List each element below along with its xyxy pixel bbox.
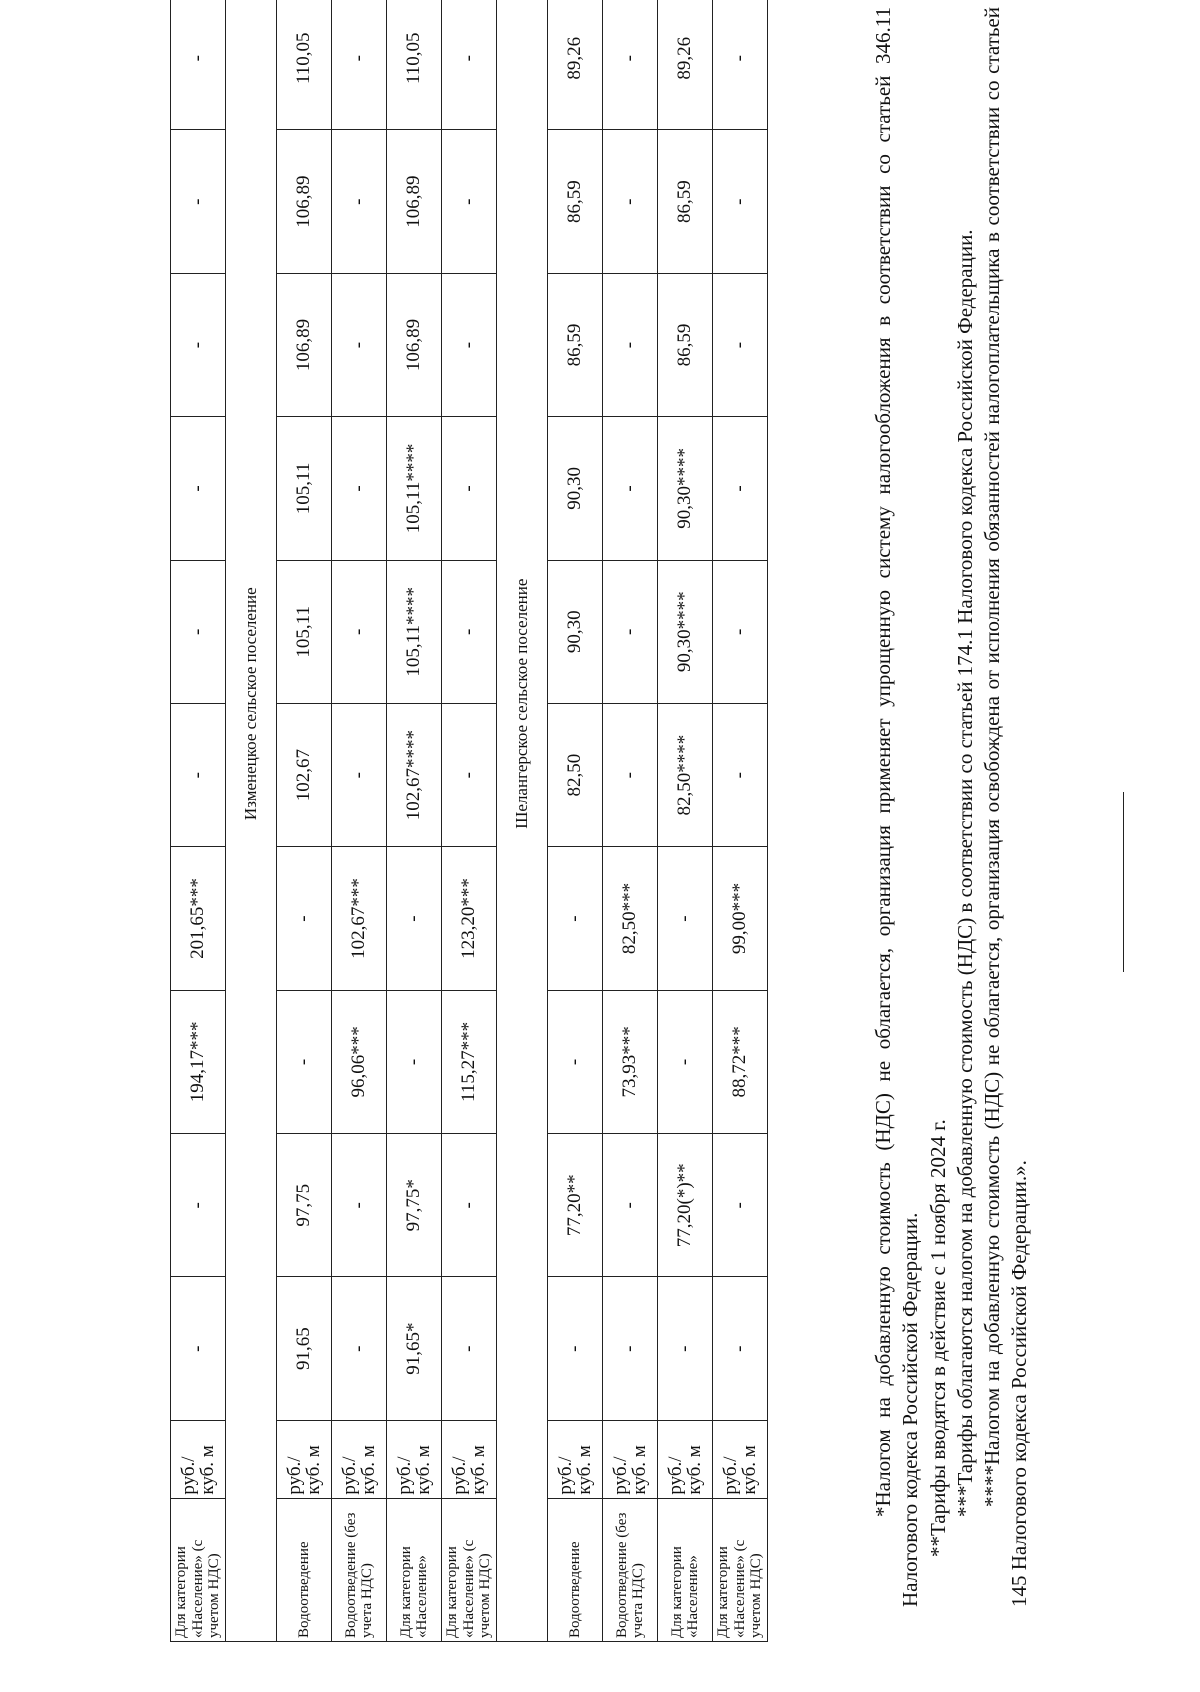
tariff-value-cell: -: [548, 847, 603, 990]
tariff-value-cell: -: [603, 703, 658, 846]
tariff-value-cell: 82,50***: [603, 847, 658, 990]
section-title: Шелангерское сельское поселение: [497, 0, 548, 1420]
table-row: [658, 0, 713, 1642]
tariff-value-cell: -: [171, 0, 226, 130]
tariff-value-cell: 194,17***: [171, 990, 226, 1133]
tariff-table: [170, 0, 768, 1642]
tariff-value-cell: -: [603, 417, 658, 560]
tariff-value-cell: -: [713, 1134, 768, 1277]
section-title: Изменецкое сельское поселение: [226, 0, 277, 1420]
section-blank-cell: [226, 1420, 277, 1641]
tariff-value-cell: -: [332, 1277, 387, 1420]
row-label: Для категории «Население» (с учетом НДС): [442, 1498, 497, 1641]
row-unit: руб./ куб. м: [171, 1420, 226, 1498]
section-row: [226, 0, 277, 1642]
tariff-value-cell: 201,65***: [171, 847, 226, 990]
tariff-value-cell: -: [277, 847, 332, 990]
tariff-value-cell: -: [658, 847, 713, 990]
table-row: [713, 0, 768, 1642]
tariff-value-cell: -: [603, 560, 658, 703]
tariff-value-cell: -: [332, 1134, 387, 1277]
tariff-value-cell: -: [713, 1277, 768, 1420]
row-label: Для категории «Население»: [387, 1498, 442, 1641]
tariff-value-cell: -: [332, 130, 387, 273]
footnotes: [870, 7, 1034, 1607]
tariff-value-cell: -: [332, 703, 387, 846]
tariff-value-cell: -: [442, 130, 497, 273]
row-unit: руб./ куб. м: [548, 1420, 603, 1498]
section-blank-cell: [497, 1420, 548, 1641]
footnote-4: ****Налогом на добавленную стоимость (НДС) не облагается, организация освобождена от исполнения обязанностей налогоплательщика в соответствии со статьей 145 Налогового кодекса Российской Федерации.».: [980, 7, 1032, 1607]
tariff-value-cell: 88,72***: [713, 990, 768, 1133]
tariff-value-cell: -: [332, 273, 387, 416]
tariff-value-cell: -: [171, 1277, 226, 1420]
footnote-1: *Налогом на добавленную стоимость (НДС) не облагается, организация применяет упрощенную систему налогообложения в соответствии со статьей 346.11 Налогового кодекса Российской Федерации.: [871, 7, 923, 1607]
tariff-value-cell: 86,59: [548, 130, 603, 273]
tariff-value-cell: -: [442, 1277, 497, 1420]
row-label: Водоотведение (без учета НДС): [332, 1498, 387, 1641]
table-row: [548, 0, 603, 1642]
tariff-value-cell: -: [171, 1134, 226, 1277]
tariff-value-cell: 97,75: [277, 1134, 332, 1277]
tariff-value-cell: 86,59: [548, 273, 603, 416]
table-row: [387, 0, 442, 1642]
tariff-value-cell: 105,11: [277, 560, 332, 703]
tariff-value-cell: -: [713, 0, 768, 130]
tariff-value-cell: -: [171, 273, 226, 416]
tariff-value-cell: 86,59: [658, 273, 713, 416]
tariff-value-cell: -: [442, 560, 497, 703]
tariff-value-cell: -: [713, 273, 768, 416]
tariff-value-cell: 77,20**: [548, 1134, 603, 1277]
tariff-value-cell: -: [603, 273, 658, 416]
tariff-value-cell: 82,50****: [658, 703, 713, 846]
tariff-value-cell: 115,27***: [442, 990, 497, 1133]
tariff-value-cell: 89,26: [658, 0, 713, 130]
tariff-value-cell: 86,59: [658, 130, 713, 273]
tariff-value-cell: 77,20(*)**: [658, 1134, 713, 1277]
tariff-value-cell: -: [171, 560, 226, 703]
tariff-value-cell: 82,50: [548, 703, 603, 846]
row-label: Водоотведение: [277, 1498, 332, 1641]
tariff-value-cell: 123,20***: [442, 847, 497, 990]
row-unit: руб./ куб. м: [603, 1420, 658, 1498]
tariff-value-cell: 106,89: [277, 273, 332, 416]
tariff-value-cell: -: [442, 417, 497, 560]
tariff-value-cell: -: [442, 1134, 497, 1277]
tariff-value-cell: 105,11****: [387, 560, 442, 703]
tariff-value-cell: 106,89: [387, 130, 442, 273]
tariff-value-cell: -: [387, 847, 442, 990]
tariff-value-cell: 105,11****: [387, 417, 442, 560]
tariff-value-cell: -: [713, 130, 768, 273]
tariff-value-cell: 105,11: [277, 417, 332, 560]
tariff-value-cell: 89,26: [548, 0, 603, 130]
footnote-3: ***Тарифы облагаются налогом на добавленную стоимость (НДС) в соответствии со статьей 174.1 Налогового кодекса Российской Федерации.: [952, 229, 977, 1517]
row-unit: руб./ куб. м: [387, 1420, 442, 1498]
table-row: [332, 0, 387, 1642]
row-label: Для категории «Население»: [658, 1498, 713, 1641]
tariff-value-cell: 90,30: [548, 560, 603, 703]
tariff-value-cell: 110,05: [277, 0, 332, 130]
tariff-value-cell: -: [442, 273, 497, 416]
row-unit: руб./ куб. м: [713, 1420, 768, 1498]
closing-separator-line: [1123, 792, 1124, 972]
tariff-value-cell: 90,30: [548, 417, 603, 560]
tariff-value-cell: 90,30****: [658, 560, 713, 703]
tariff-value-cell: 91,65: [277, 1277, 332, 1420]
row-label: Для категории «Население» (с учетом НДС): [713, 1498, 768, 1641]
row-unit: руб./ куб. м: [658, 1420, 713, 1498]
tariff-value-cell: 110,05: [387, 0, 442, 130]
table-row: [442, 0, 497, 1642]
tariff-value-cell: -: [603, 0, 658, 130]
tariff-value-cell: -: [171, 417, 226, 560]
tariff-value-cell: -: [332, 560, 387, 703]
table-row: [171, 0, 226, 1642]
tariff-value-cell: -: [548, 990, 603, 1133]
tariff-value-cell: -: [658, 1277, 713, 1420]
tariff-value-cell: -: [603, 1277, 658, 1420]
tariff-value-cell: 96,06***: [332, 990, 387, 1133]
table-row: [277, 0, 332, 1642]
tariff-value-cell: -: [713, 560, 768, 703]
tariff-value-cell: -: [713, 417, 768, 560]
tariff-table-body: [171, 0, 768, 1642]
tariff-value-cell: -: [603, 1134, 658, 1277]
tariff-value-cell: -: [387, 990, 442, 1133]
tariff-value-cell: -: [713, 703, 768, 846]
footnote-2: **Тарифы вводятся в действие с 1 ноября 2024 г.: [925, 1119, 950, 1557]
tariff-value-cell: -: [548, 1277, 603, 1420]
row-label: Водоотведение (без учета НДС): [603, 1498, 658, 1641]
tariff-value-cell: -: [603, 130, 658, 273]
tariff-value-cell: -: [277, 990, 332, 1133]
row-unit: руб./ куб. м: [442, 1420, 497, 1498]
row-unit: руб./ куб. м: [277, 1420, 332, 1498]
tariff-value-cell: 73,93***: [603, 990, 658, 1133]
row-unit: руб./ куб. м: [332, 1420, 387, 1498]
row-label: Для категории «Население» (с учетом НДС): [171, 1498, 226, 1641]
table-row: [603, 0, 658, 1642]
tariff-value-cell: -: [658, 990, 713, 1133]
tariff-value-cell: 102,67****: [387, 703, 442, 846]
tariff-value-cell: -: [442, 0, 497, 130]
row-label: Водоотведение: [548, 1498, 603, 1641]
tariff-value-cell: 102,67: [277, 703, 332, 846]
section-row: [497, 0, 548, 1642]
tariff-value-cell: 99,00***: [713, 847, 768, 990]
tariff-value-cell: -: [332, 0, 387, 130]
tariff-value-cell: 102,67***: [332, 847, 387, 990]
tariff-value-cell: 90,30****: [658, 417, 713, 560]
tariff-value-cell: -: [171, 703, 226, 846]
tariff-value-cell: -: [442, 703, 497, 846]
tariff-value-cell: -: [171, 130, 226, 273]
tariff-value-cell: 97,75*: [387, 1134, 442, 1277]
tariff-value-cell: 106,89: [277, 130, 332, 273]
tariff-value-cell: 106,89: [387, 273, 442, 416]
tariff-value-cell: 91,65*: [387, 1277, 442, 1420]
tariff-value-cell: -: [332, 417, 387, 560]
